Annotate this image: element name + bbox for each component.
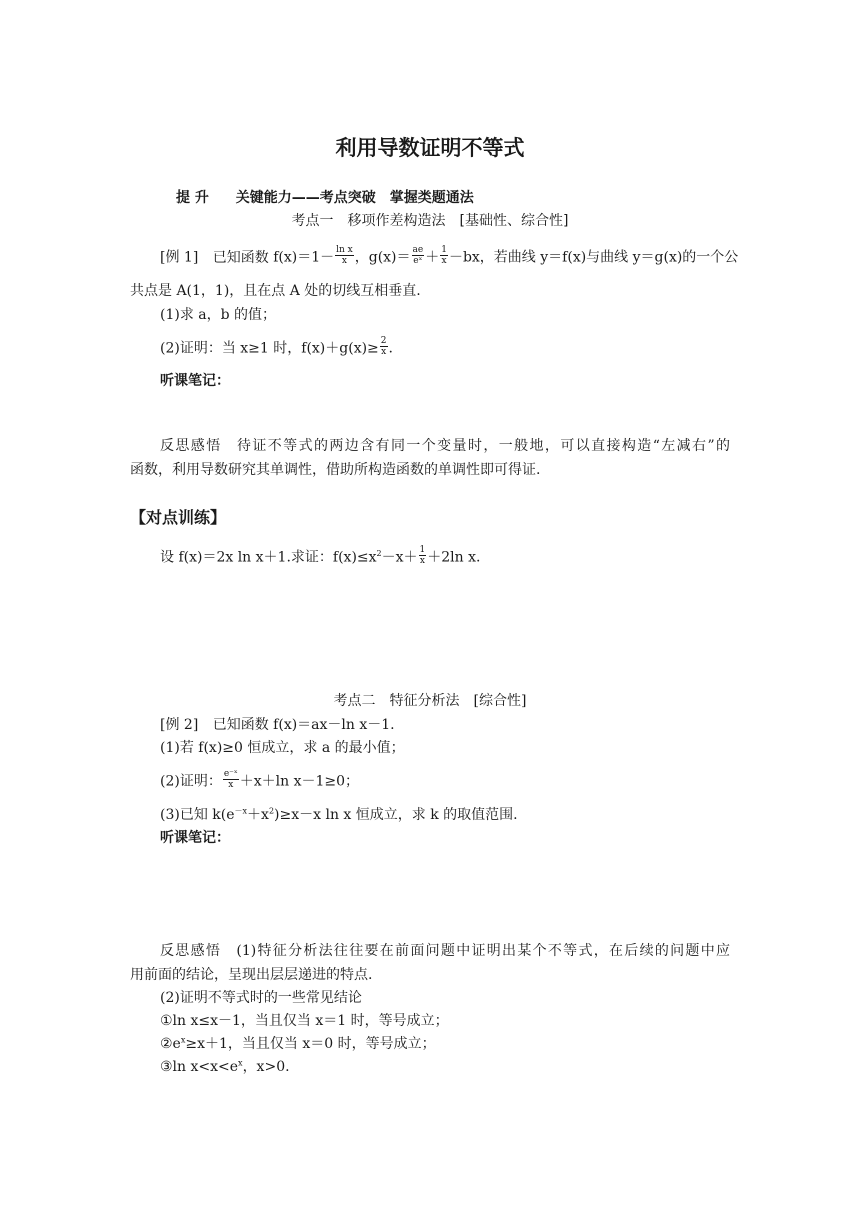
notes-label-2: 听课笔记： xyxy=(160,830,230,846)
f-frac-den: x xyxy=(341,256,347,266)
training-frac-den: x xyxy=(419,556,425,566)
e2q2-fraction xyxy=(223,769,239,790)
training-mid: －x＋ xyxy=(381,549,418,566)
g-plus: ＋ xyxy=(425,249,440,266)
e2q3-sup: －x xyxy=(234,806,248,816)
section1-heading: 考点一 移项作差构造法 [基础性、综合性] xyxy=(291,213,569,229)
training-frac-num: 1 xyxy=(419,545,426,555)
example2-q3 xyxy=(160,806,518,824)
example1-line2: 共点是 A(1，1)，且在点 A 处的切线互相垂直. xyxy=(130,283,421,299)
training-lead: 设 f(x)＝2x ln x＋1.求证：f(x)≤x xyxy=(160,549,377,566)
e2q3-sup2: 2 xyxy=(268,806,275,816)
reflection1-line1: 反思感悟 待证不等式的两边含有同一个变量时，一般地，可以直接构造“左减右”的 xyxy=(160,438,730,454)
conclusion-2 xyxy=(160,1035,436,1053)
e2q3-lead: (3)已知 k(e xyxy=(160,807,235,823)
example2-q1: (1)若 f(x)≥0 恒成立，求 a 的最小值； xyxy=(160,740,405,756)
example2-tag: [例 2] xyxy=(160,717,199,733)
conclusion-1: ①ln x≤x－1，当且仅当 x＝1 时，等号成立； xyxy=(160,1013,449,1029)
training-end: ＋2ln x. xyxy=(427,549,481,566)
q2-frac-den: x xyxy=(381,347,387,357)
conclusions-heading: (2)证明不等式时的一些常见结论 xyxy=(160,990,362,1006)
f-fraction xyxy=(335,245,354,266)
example1-q1: (1)求 a，b 的值； xyxy=(160,307,277,323)
e2q2-rest: ＋x＋ln x－1≥0； xyxy=(239,773,360,790)
notes-label-1: 听课笔记： xyxy=(160,373,230,389)
f-definition: f(x)＝1－ xyxy=(273,249,335,266)
training-sup: 2 xyxy=(376,548,382,558)
training-heading: 【对点训练】 xyxy=(130,508,227,527)
e2q3-rest: )≥x－x ln x 恒成立，求 k 的取值范围. xyxy=(274,807,518,823)
example1-tag: [例 1] xyxy=(160,249,199,266)
c3-sup: x xyxy=(238,1058,243,1068)
g-definition: ，g(x)＝ xyxy=(354,249,411,266)
example2-line xyxy=(160,716,395,734)
q2-end: . xyxy=(388,340,393,357)
g-frac1-den: eˣ xyxy=(413,256,423,266)
reflection2-line1: 反思感悟 (1)特征分析法往往要在前面问题中证明出某个不等式，在后续的问题中应 xyxy=(160,943,730,959)
example1-q2 xyxy=(160,338,393,359)
conclusion-3 xyxy=(160,1058,290,1076)
c2-sup: x xyxy=(180,1035,186,1045)
e2q2-frac-den: x xyxy=(228,780,234,790)
training-problem xyxy=(160,547,480,568)
e2q2-lead: (2)证明： xyxy=(160,773,222,790)
q2-frac-num: 2 xyxy=(380,336,387,346)
c2-rest: ≥x＋1，当且仅当 x＝0 时，等号成立； xyxy=(185,1036,436,1052)
reflection1-line2: 函数，利用导数研究其单调性，借助所构造函数的单调性即可得证. xyxy=(130,462,541,478)
q2-fraction xyxy=(380,336,388,357)
c3-lead: ③ln x<x<e xyxy=(160,1059,239,1075)
subheader-text: 关键能力——考点突破 掌握类题通法 xyxy=(235,190,474,206)
g-rest: －bx，若曲线 y＝f(x)与曲线 y＝g(x)的一个公 xyxy=(448,249,739,266)
g-frac2-den: x xyxy=(441,256,447,266)
reflection2-line2: 用前面的结论，呈现出层层递进的特点. xyxy=(130,967,373,983)
subheader xyxy=(176,189,474,207)
example1-lead: 已知函数 xyxy=(212,249,269,266)
example2-text: 已知函数 f(x)＝ax－ln x－1. xyxy=(212,717,395,733)
example2-q2 xyxy=(160,771,359,792)
example1-line1 xyxy=(160,247,738,268)
g-fraction-1 xyxy=(412,245,425,266)
f-frac-num: ln x xyxy=(336,245,353,255)
g-frac1-num: ae xyxy=(412,245,424,255)
q2-lead: (2)证明：当 x≥1 时，f(x)＋g(x)≥ xyxy=(160,340,379,357)
g-frac2-num: 1 xyxy=(441,245,447,255)
c3-rest: ，x>0. xyxy=(242,1059,290,1075)
g-fraction-2 xyxy=(440,245,448,266)
page-title: 利用导数证明不等式 xyxy=(335,136,525,160)
e2q2-frac-num: e⁻ˣ xyxy=(223,769,238,779)
e2q3-mid: ＋x xyxy=(247,807,269,823)
training-fraction xyxy=(419,545,427,566)
section2-heading: 考点二 特征分析法 [综合性] xyxy=(333,693,527,709)
c2-lead: ②e xyxy=(160,1036,181,1052)
subheader-label: 提 升 xyxy=(176,190,209,206)
